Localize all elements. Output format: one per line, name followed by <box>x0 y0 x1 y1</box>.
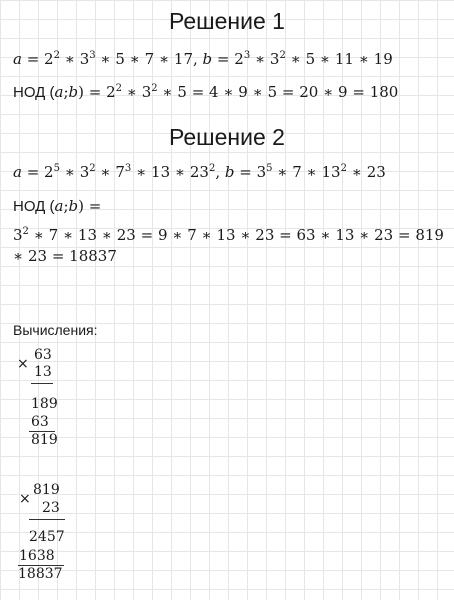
solution-1-factorization-line: $a = 2^2$ ∗ $3^3$ ∗ 5 ∗ 7 ∗ 17, $b = 2^3$ ∗ $3^2$ ∗ 5 ∗ 11 ∗ 19 <box>13 50 393 68</box>
mult2-multiplier: 23 <box>42 500 60 516</box>
mult2-partial-2: 1638 <box>19 548 55 564</box>
multiply-sign-2: × <box>19 491 31 507</box>
solution-2-gcd-product-line: $3^2$ ∗ 7 ∗ 13 ∗ 23 = 9 ∗ 7 ∗ 13 ∗ 23 = 63 ∗ 13 ∗ 23 = 819 <box>13 226 444 244</box>
mult2-rule-1 <box>29 519 65 520</box>
mult1-partial-2: 63 <box>31 414 49 430</box>
mult2-result: 18837 <box>18 566 63 582</box>
mult1-rule-1 <box>31 383 53 384</box>
solution-1-gcd-line: НОД (a;b) = $2^2$ ∗ $3^2$ ∗ 5 = 4 ∗ 9 ∗ 5 = 20 ∗ 9 = 180 <box>13 83 399 101</box>
calculations-label: Вычисления: <box>13 322 98 338</box>
mult2-multiplicand: 819 <box>33 482 60 498</box>
solution-1-heading: Решение 1 <box>169 8 285 34</box>
mult1-multiplier: 13 <box>34 364 52 380</box>
solution-2-factorization-line: $a = 2^5$ ∗ $3^2$ ∗ $7^3$ ∗ 13 ∗ $23^2$, $b = 3^5$ ∗ 7 ∗ $13^2$ ∗ 23 <box>13 163 386 181</box>
mult1-multiplicand: 63 <box>34 347 52 363</box>
solution-2-gcd-label: НОД (a;b) = <box>13 197 102 215</box>
mult2-partial-1: 2457 <box>29 529 65 545</box>
mult1-partial-1: 189 <box>31 396 58 412</box>
mult1-result: 819 <box>31 432 58 448</box>
solution-2-heading: Решение 2 <box>169 124 285 150</box>
multiply-sign-1: × <box>17 356 29 372</box>
solution-2-gcd-result-line: ∗ 23 = 18837 <box>13 247 117 265</box>
